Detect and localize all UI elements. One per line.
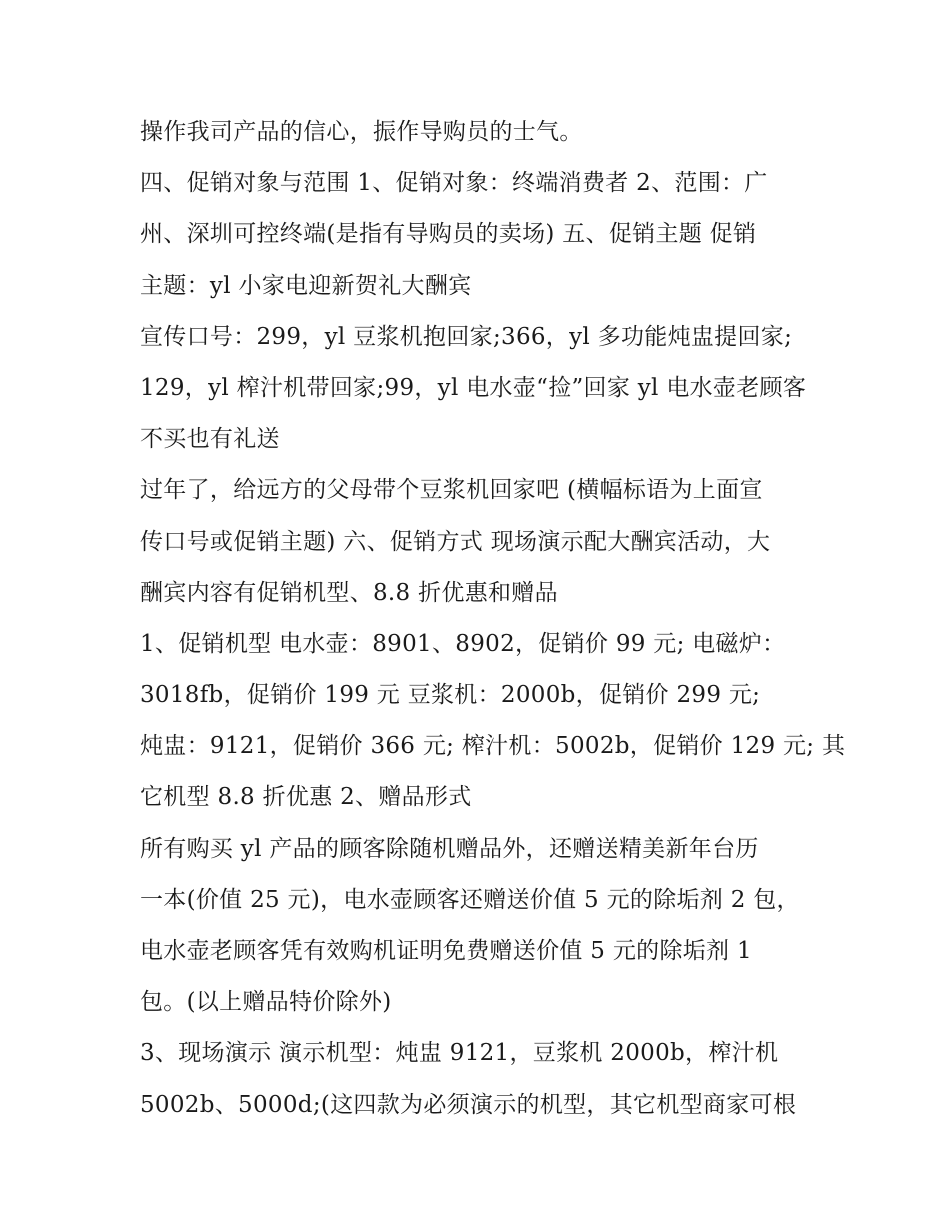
document-body (140, 107, 846, 1131)
text-line: 操作我司产品的信心，振作导购员的士气。 (140, 119, 583, 145)
text-line: 129，yl 榨汁机带回家;99，yl 电水壶“捡”回家 yl 电水壶老顾客 (140, 374, 807, 401)
text-line: 3、现场演示 演示机型：炖盅 9121，豆浆机 2000b，榨汁机 (140, 1040, 779, 1067)
text-line: 所有购买 yl 产品的顾客除随机赠品外，还赠送精美新年台历 (140, 835, 759, 862)
text-line: 它机型 8.8 折优惠 2、赠品形式 (140, 784, 472, 811)
text-line: 电水壶老顾客凭有效购机证明免费赠送价值 5 元的除垢剂 1 (140, 938, 752, 964)
text-line: 5002b、5000d;(这四款为必须演示的机型，其它机型商家可根 (140, 1091, 797, 1118)
text-line: 州、深圳可控终端(是指有导购员的卖场) 五、促销主题 促销 (140, 221, 757, 248)
text-line: 四、促销对象与范围 1、促销对象：终端消费者 2、范围：广 (140, 170, 768, 197)
text-line: 宣传口号：299，yl 豆浆机抱回家;366，yl 多功能炖盅提回家; (140, 323, 793, 350)
text-line: 传口号或促销主题) 六、促销方式 现场演示配大酬宾活动，大 (140, 528, 771, 555)
text-line: 3018fb，促销价 199 元 豆浆机：2000b，促销价 299 元; (140, 682, 761, 709)
text-line: 包。(以上赠品特价除外) (140, 989, 392, 1016)
text-line: 过年了，给远方的父母带个豆浆机回家吧 (横幅标语为上面宣 (140, 477, 763, 504)
text-line: 不买也有礼送 (140, 426, 280, 453)
text-line: 酬宾内容有促销机型、8.8 折优惠和赠品 (140, 579, 558, 606)
text-line: 一本(价值 25 元)，电水壶顾客还赠送价值 5 元的除垢剂 2 包， (140, 886, 800, 913)
text-line: 主题：yl 小家电迎新贺礼大酬宾 (140, 272, 472, 299)
text-line: 炖盅：9121，促销价 366 元; 榨汁机：5002b，促销价 129 元; 其 (140, 733, 846, 760)
text-line: 1、促销机型 电水壶：8901、8902，促销价 99 元; 电磁炉： (140, 630, 786, 657)
